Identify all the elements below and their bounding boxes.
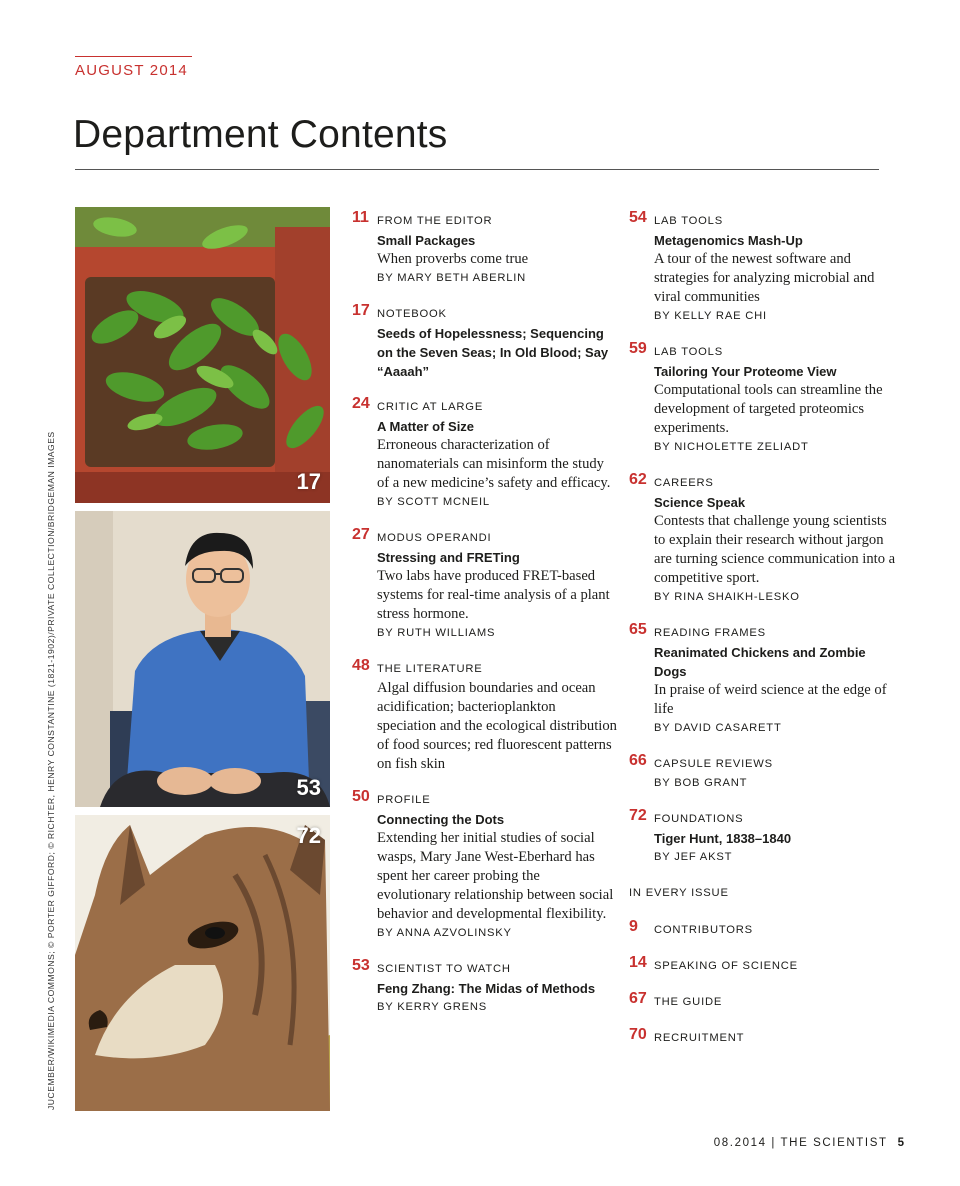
entry-page-number: 70 — [629, 1026, 647, 1043]
contents-entry[interactable] — [629, 807, 899, 867]
entry-department: THE GUIDE — [654, 996, 723, 1008]
entry-page-number: 11 — [352, 209, 369, 226]
thylacine-illustration[interactable] — [75, 815, 330, 1111]
every-issue-item[interactable] — [629, 990, 899, 1012]
contents-right-column — [629, 209, 899, 1065]
entry-page-number: 24 — [352, 395, 370, 412]
entry-headline: Reanimated Chickens and Zombie Dogs — [654, 645, 866, 679]
seedlings-photo[interactable] — [75, 207, 330, 503]
entry-page-number: 17 — [352, 302, 370, 319]
entry-page-number: 48 — [352, 657, 370, 674]
entry-byline: BY SCOTT MCNEIL — [377, 496, 490, 508]
every-issue-item[interactable] — [629, 954, 899, 976]
every-issue-item[interactable] — [629, 1026, 899, 1048]
entry-description: A tour of the newest software and strategies for analyzing microbial and viral communities — [654, 251, 875, 305]
photo-page-number: 72 — [296, 823, 321, 848]
photo-page-number: 17 — [296, 469, 321, 494]
every-issue-heading: IN EVERY ISSUE — [629, 887, 729, 899]
contents-entry[interactable] — [352, 302, 617, 381]
entry-page-number: 27 — [352, 526, 370, 543]
contents-entry[interactable] — [352, 526, 617, 643]
entry-headline: Small Packages — [377, 233, 476, 248]
entry-page-number: 65 — [629, 621, 647, 638]
entry-description: In praise of weird science at the edge of life — [654, 682, 887, 717]
entry-headline: Tiger Hunt, 1838–1840 — [654, 831, 792, 846]
page-footer — [714, 1137, 904, 1149]
entry-headline: Feng Zhang: The Midas of Methods — [377, 981, 596, 996]
entry-department: READING FRAMES — [654, 627, 766, 639]
entry-headline: Tailoring Your Proteome View — [654, 364, 837, 379]
title-rule — [75, 169, 879, 170]
entry-byline: BY ANNA AZVOLINSKY — [377, 927, 512, 939]
page-title: Department Contents — [73, 113, 448, 156]
entry-department: CONTRIBUTORS — [654, 924, 753, 936]
entry-department: FOUNDATIONS — [654, 813, 744, 825]
entry-page-number: 59 — [629, 340, 647, 357]
issue-date: AUGUST 2014 — [75, 62, 188, 79]
entry-department: SPEAKING OF SCIENCE — [654, 960, 798, 972]
entry-description: Contests that challenge young scientists to explain their research without jargon are turning science communication into a competitive sport. — [654, 513, 896, 586]
entry-page-number: 53 — [352, 957, 370, 974]
contents-entry[interactable] — [352, 209, 617, 288]
entry-byline: BY DAVID CASARETT — [654, 722, 782, 734]
entry-department: LAB TOOLS — [654, 215, 723, 227]
entry-department: CAREERS — [654, 477, 714, 489]
entry-department: PROFILE — [377, 794, 431, 806]
contents-entry[interactable] — [352, 957, 617, 1017]
entry-byline: BY MARY BETH ABERLIN — [377, 272, 527, 284]
entry-byline: BY NICHOLETTE ZELIADT — [654, 441, 809, 453]
entry-byline: BY BOB GRANT — [654, 777, 748, 789]
footer-page-number: 5 — [897, 1137, 904, 1149]
entry-page-number: 72 — [629, 807, 647, 824]
contents-entry[interactable] — [629, 621, 899, 738]
entry-page-number: 50 — [352, 788, 370, 805]
contents-entry[interactable] — [629, 471, 899, 607]
entry-description: Computational tools can streamline the development of targeted proteomics experiments. — [654, 382, 883, 436]
entry-department: MODUS OPERANDI — [377, 532, 492, 544]
contents-entry[interactable] — [629, 209, 899, 326]
entry-department: NOTEBOOK — [377, 308, 447, 320]
photo-credit: JUCEMBER/WIKIMEDIA COMMONS; © PORTER GIFFORD; © RICHTER, HENRY CONSTANTINE (1821-1902)/PRIVATE COLLECTION/BRIDGEMAN IMAGES — [46, 431, 56, 1110]
entry-page-number: 67 — [629, 990, 647, 1007]
entry-byline: BY JEF AKST — [654, 851, 733, 863]
entry-byline: BY KERRY GRENS — [377, 1001, 488, 1013]
contents-left-column — [352, 209, 617, 1034]
contents-entry[interactable] — [629, 340, 899, 457]
entry-byline: BY RINA SHAIKH-LESKO — [654, 591, 800, 603]
entry-department: CRITIC AT LARGE — [377, 401, 484, 413]
footer-issue: 08.2014 | THE SCIENTIST — [713, 1137, 888, 1149]
entry-description: When proverbs come true — [377, 251, 529, 267]
entry-page-number: 66 — [629, 752, 647, 769]
issue-date-rule — [75, 56, 192, 57]
entry-department: CAPSULE REVIEWS — [654, 758, 773, 770]
photo-page-number: 53 — [296, 775, 321, 800]
entry-page-number: 9 — [629, 918, 638, 935]
entry-description: Extending her initial studies of social wasps, Mary Jane West-Eberhard has spent her career probing the evolutionary relationship between social behavior and developmental flexibility. — [377, 830, 614, 922]
entry-description: Algal diffusion boundaries and ocean acidification; bacterioplankton speciation and the ecological distribution of food sources; red fluorescent patterns on fish skin — [377, 680, 617, 772]
portrait-photo[interactable] — [75, 511, 330, 807]
entry-department: SCIENTIST TO WATCH — [377, 963, 511, 975]
entry-department: RECRUITMENT — [654, 1032, 745, 1044]
entry-headline: Metagenomics Mash-Up — [654, 233, 803, 248]
entry-headline: Stressing and FRETing — [377, 550, 520, 565]
entry-description: Two labs have produced FRET-based systems for real-time analysis of a plant stress hormone. — [377, 568, 610, 622]
every-issue-item[interactable] — [629, 918, 899, 940]
entry-department: FROM THE EDITOR — [377, 215, 493, 227]
contents-entry[interactable] — [352, 395, 617, 512]
entry-department: THE LITERATURE — [377, 663, 483, 675]
entry-description: Erroneous characterization of nanomaterials can misinform the study of a new medicine’s safety and efficacy. — [377, 437, 611, 491]
entry-page-number: 14 — [629, 954, 647, 971]
entry-headline: Science Speak — [654, 495, 746, 510]
contents-entry[interactable] — [352, 788, 617, 943]
entry-byline: BY KELLY RAE CHI — [654, 310, 767, 322]
entry-byline: BY RUTH WILLIAMS — [377, 627, 496, 639]
entry-department: LAB TOOLS — [654, 346, 723, 358]
entry-headline: A Matter of Size — [377, 419, 475, 434]
contents-entry[interactable] — [629, 752, 899, 793]
entry-page-number: 62 — [629, 471, 647, 488]
entry-headline: Seeds of Hopelessness; Sequencing on the Seven Seas; In Old Blood; Say “Aaaah” — [377, 326, 609, 379]
entry-headline: Connecting the Dots — [377, 812, 505, 827]
contents-entry[interactable] — [352, 657, 617, 774]
entry-page-number: 54 — [629, 209, 647, 226]
